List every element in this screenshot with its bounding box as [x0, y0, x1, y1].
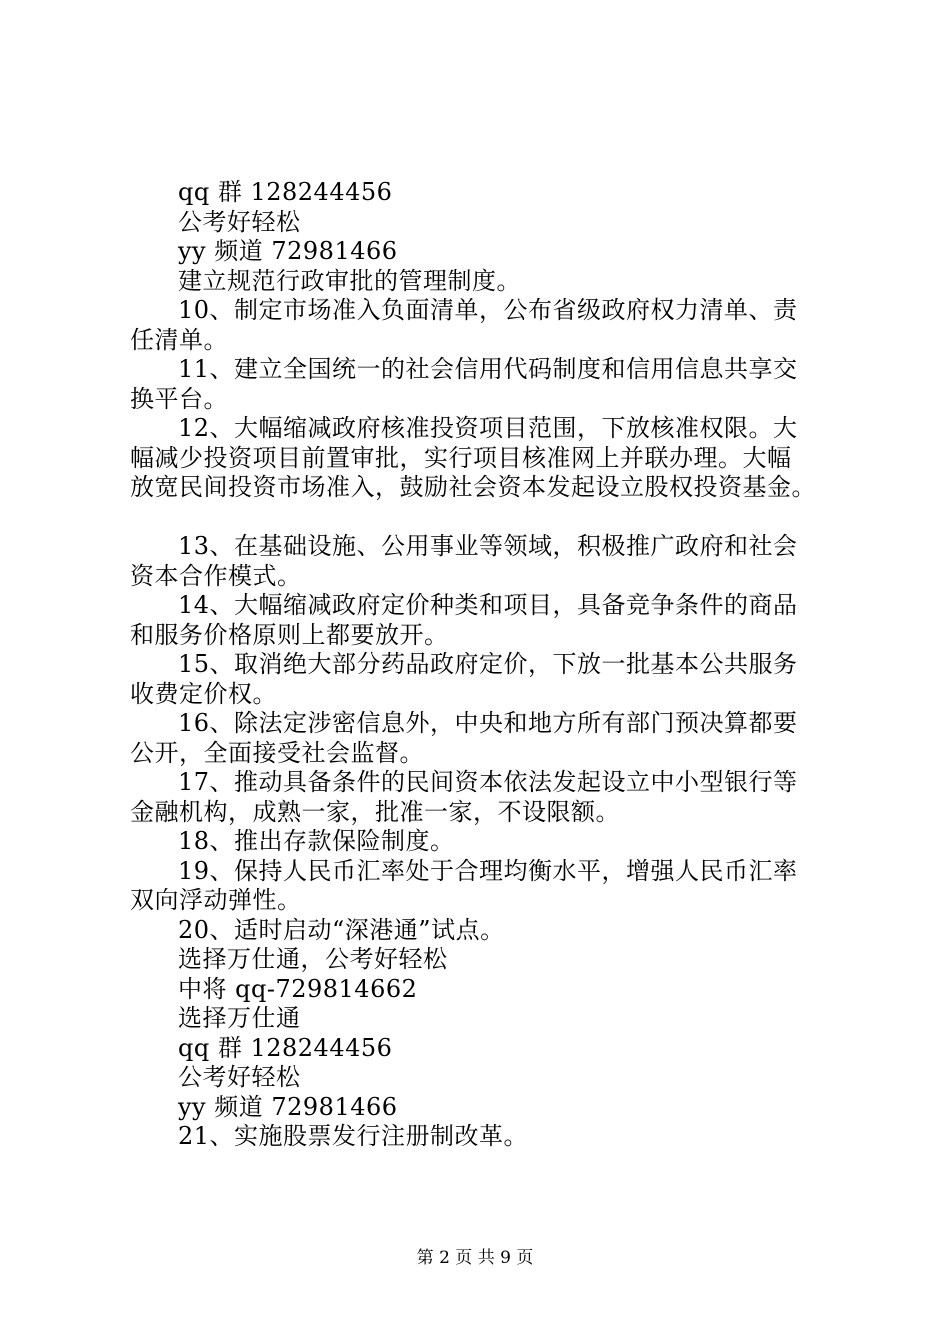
blank-line [130, 503, 850, 533]
text-line: 公考好轻松 [178, 1063, 301, 1091]
text-line: 任清单。 [130, 325, 228, 354]
text-line: 17、推动具备条件的民间资本依法发起设立中小型银行等 [178, 768, 798, 796]
page-footer: 第 2 页 共 9 页 [416, 1248, 534, 1268]
text-line: 双向浮动弹性。 [130, 886, 302, 914]
text-line: 公考好轻松 [178, 207, 301, 236]
text-line: 16、除法定涉密信息外，中央和地方所有部门预决算都要 [178, 709, 798, 737]
text-line: 20、适时启动“深港通”试点。 [178, 915, 505, 944]
text-line: 换平台。 [130, 384, 228, 413]
text-line: 选择万仕通 [178, 1004, 301, 1032]
text-line: 13、在基础设施、公用事业等领域，积极推广政府和社会 [178, 532, 798, 560]
text-line: yy 频道 72981466 [178, 1092, 398, 1121]
text-line: 幅减少投资项目前置审批，实行项目核准网上并联办理。大幅 [130, 443, 792, 472]
text-line: 19、保持人民币汇率处于合理均衡水平，增强人民币汇率 [178, 856, 798, 885]
text-line: 15、取消绝大部分药品政府定价，下放一批基本公共服务 [178, 650, 798, 678]
text-line: 公开，全面接受社会监督。 [130, 738, 424, 767]
text-line: 中将 qq-729814662 [178, 974, 418, 1003]
text-line: 10、制定市场准入负面清单，公布省级政府权力清单、责 [178, 296, 798, 324]
document-body [130, 178, 850, 1152]
text-line: 建立规范行政审批的管理制度。 [178, 266, 521, 295]
text-line: yy 频道 72981466 [178, 237, 398, 265]
text-line: 和服务价格原则上都要放开。 [130, 620, 449, 649]
text-line: 11、建立全国统一的社会信用代码制度和信用信息共享交 [178, 355, 798, 383]
text-line: qq 群 128244456 [178, 178, 393, 206]
text-line: 18、推出存款保险制度。 [178, 827, 455, 855]
text-line: 21、实施股票发行注册制改革。 [178, 1122, 529, 1150]
text-line: 12、大幅缩减政府核准投资项目范围，下放核准权限。大 [178, 414, 798, 442]
text-line: 选择万仕通，公考好轻松 [178, 945, 448, 973]
text-line: 14、大幅缩减政府定价种类和项目，具备竞争条件的商品 [178, 591, 798, 619]
text-line: 收费定价权。 [130, 679, 277, 708]
text-line: 资本合作模式。 [130, 561, 302, 590]
text-line: qq 群 128244456 [178, 1033, 393, 1062]
text-line: 金融机构，成熟一家，批准一家，不设限额。 [130, 797, 620, 826]
text-line: 放宽民间投资市场准入，鼓励社会资本发起设立股权投资基金。 [130, 473, 816, 501]
